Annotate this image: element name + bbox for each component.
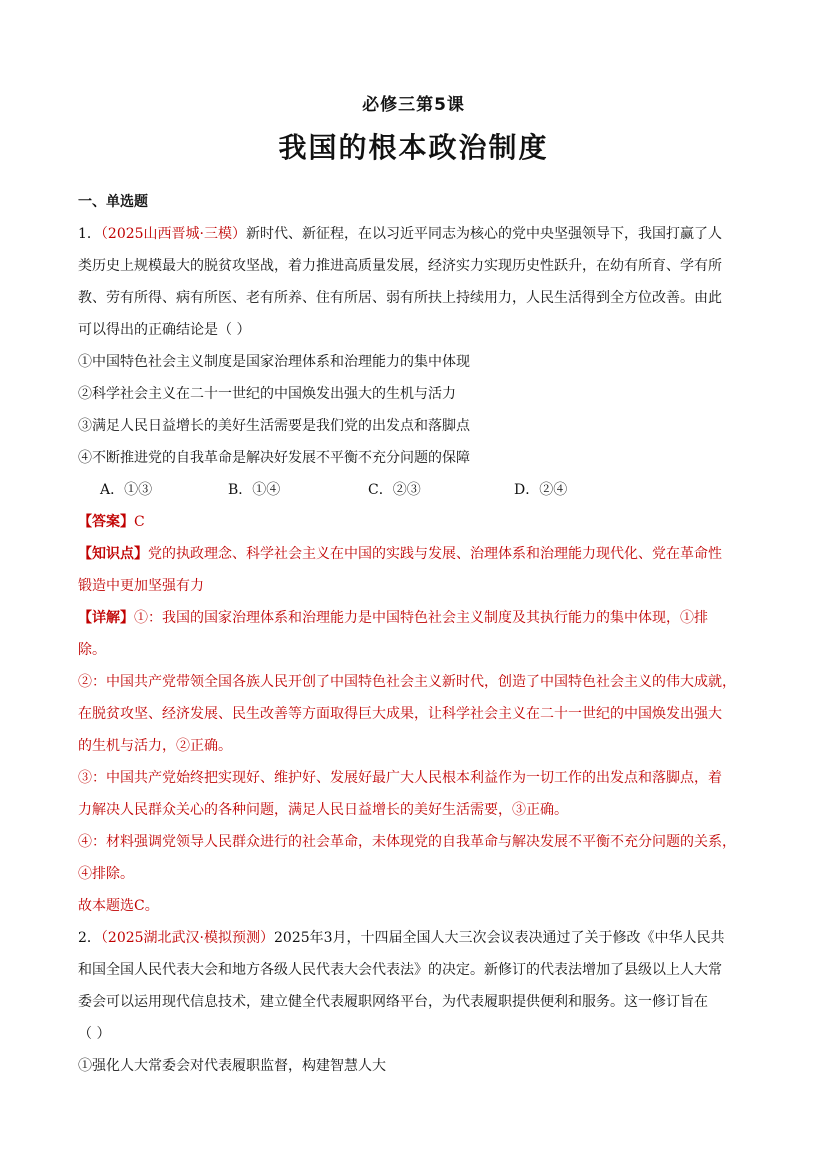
q1-statement-3: ③满足人民日益增长的美好生活需要是我们党的出发点和落脚点 — [78, 418, 470, 434]
q1-detail-3-line-2: 力解决人民群众关心的各种问题，满足人民日益增长的美好生活需要，③正确。 — [78, 802, 568, 818]
answer-tag: 【答案】 — [78, 514, 134, 530]
document-body — [78, 186, 752, 1082]
q1-detail-4-line-1: ④：材料强调党领导人民群众进行的社会革命，未体现党的自我革命与解决发展不平衡不充分问题的关系， — [78, 834, 736, 850]
q1-knowledge-line-1 — [78, 538, 752, 570]
q1-stem-line-3: 教、劳有所得、病有所医、老有所养、住有所居、弱有所扶上持续用力，人民生活得到全方位改善。由此 — [78, 290, 722, 306]
q1-detail-4-line-2: ④排除。 — [78, 866, 134, 882]
q1-detail-2-line-3: 的生机与活力，②正确。 — [78, 738, 232, 754]
q1-detail-3-line-1: ③：中国共产党始终把实现好、维护好、发展好最广大人民根本利益作为一切工作的出发点和落脚点，着 — [78, 770, 722, 786]
q2-source: （2025湖北武汉·模拟预测） — [100, 930, 275, 946]
q2-stem-text-1: 2025年3月，十四届全国人大三次会议表决通过了关于修改《中华人民共 — [274, 930, 725, 946]
q1-detail-2-line-2: 在脱贫攻坚、经济发展、民生改善等方面取得巨大成果，让科学社会主义在二十一世纪的中国焕发出强大 — [78, 706, 722, 722]
q1-knowledge-line-2: 锻造中更加坚强有力 — [78, 578, 204, 594]
page-title: 我国的根本政治制度 — [278, 131, 549, 164]
q1-choices — [78, 474, 752, 506]
q1-source: （2025山西晋城·三模） — [100, 226, 247, 242]
q1-choice-d: D．②④ — [514, 482, 568, 498]
q1-choice-c: C．②③ — [368, 482, 421, 498]
q2-stem-line-1 — [78, 922, 752, 954]
detail-tag: 【详解】 — [78, 610, 134, 626]
q1-statement-4: ④不断推进党的自我革命是解决好发展不平衡不充分问题的保障 — [78, 450, 470, 466]
answer-value: C — [134, 514, 145, 530]
knowledge-tag: 【知识点】 — [78, 546, 148, 562]
q1-number: 1． — [78, 226, 101, 242]
detail-text-1: ①：我国的国家治理体系和治理能力是中国特色社会主义制度及其执行能力的集中体现，①排 — [134, 610, 708, 626]
q2-stem-line-4: （ ） — [78, 1026, 111, 1042]
section-heading: 一、单选题 — [78, 194, 148, 210]
q1-stem-line-1 — [78, 218, 752, 250]
q2-number: 2． — [78, 930, 101, 946]
q2-stem-line-2: 和国全国人民代表大会和地方各级人民代表大会代表法》的决定。新修订的代表法增加了县级以上人大常 — [78, 962, 722, 978]
q1-statement-2: ②科学社会主义在二十一世纪的中国焕发出强大的生机与活力 — [78, 386, 456, 402]
knowledge-text-1: 党的执政理念、科学社会主义在中国的实践与发展、治理体系和治理能力现代化、党在革命性 — [148, 546, 722, 562]
q1-stem-line-4: 可以得出的正确结论是（ ） — [78, 322, 251, 338]
q1-detail-2-line-1: ②：中国共产党带领全国各族人民开创了中国特色社会主义新时代，创造了中国特色社会主义的伟大成就， — [78, 674, 736, 690]
q1-detail-line-2: 除。 — [78, 642, 106, 658]
lesson-subtitle: 必修三第5课 — [362, 95, 465, 115]
q1-detail-line-1 — [78, 602, 752, 634]
q1-statement-1: ①中国特色社会主义制度是国家治理体系和治理能力的集中体现 — [78, 354, 470, 370]
q2-stem-line-3: 委会可以运用现代信息技术，建立健全代表履职网络平台，为代表履职提供便利和服务。这一修订旨在 — [78, 994, 708, 1010]
q1-choice-b: B．①④ — [228, 482, 281, 498]
q1-stem-text-1: 新时代、新征程，在以习近平同志为核心的党中央坚强领导下，我国打赢了人 — [246, 226, 723, 242]
q1-answer — [78, 506, 752, 538]
q1-stem-line-2: 类历史上规模最大的脱贫攻坚战，着力推进高质量发展，经济实力实现历史性跃升，在幼有所育、学有所 — [78, 258, 722, 274]
q1-conclusion: 故本题选C。 — [78, 898, 159, 914]
q1-choice-a: A．①③ — [100, 482, 153, 498]
q2-statement-1: ①强化人大常委会对代表履职监督，构建智慧人大 — [78, 1058, 386, 1074]
